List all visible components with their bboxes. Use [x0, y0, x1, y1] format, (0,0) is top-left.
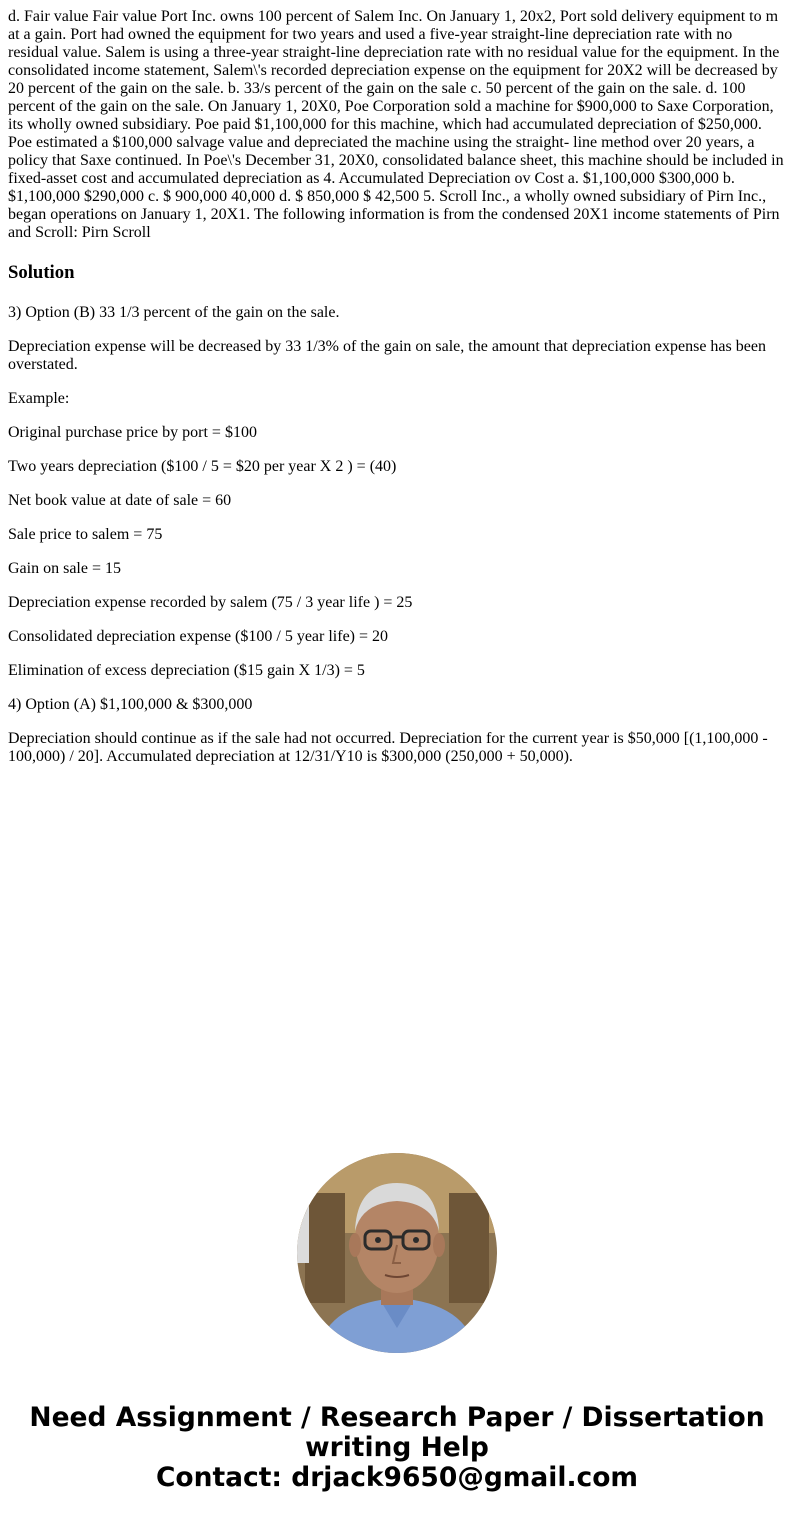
solution-explanation-4: Depreciation should continue as if the sale had not occurred. Depreciation for the current year is $50,000 [(1,100,000 - 100,000) / 20]. Accumulated depreciation at 12/31/Y10 is $300,000 (250,000 + 50,000). [8, 730, 768, 765]
solution-line-depreciation-salem: Depreciation expense recorded by salem (75 / 3 year life ) = 25 [8, 594, 413, 611]
solution-heading: Solution [8, 262, 75, 283]
question-text: d. Fair value Fair value Port Inc. owns 100 percent of Salem Inc. On January 1, 20x2, Port sold delivery equipment to m at a gain. Port had owned the equipment for two years and used a five-year straight-line depreciation rate with no residual value. Salem is using a three-year straight-line depreciation rate with no residual value for the equipment. In the consolidated income statement, Salem\'s recorded depreciation expense on the equipment for 20X2 will be decreased by 20 percent of the gain on the sale. b. 33/s percent of the gain on the sale c. 50 percent of the gain on the sale. d. 100 percent of the gain on the sale. On January 1, 20X0, Poe Corporation sold a machine for $900,000 to Saxe Corporation, its wholly owned subsidiary. Poe paid $1,100,000 for this machine, which had accumulated depreciation of $250,000. Poe estimated a $100,000 salvage value and depreciated the machine using the straight- line method over 20 years, a policy that Saxe continued. In Poe\'s December 31, 20X0, consolidated balance sheet, this machine should be included in fixed-asset cost and accumulated depreciation as 4. Accumulated Depreciation ov Cost a. $1,100,000 $300,000 b. $1,100,000 $290,000 c. $ 900,000 40,000 d. $ 850,000 $ 42,500 5. Scroll Inc., a wholly owned subsidiary of Pirn Inc., began operations on January 1, 20X1. The following information is from the condensed 20X1 income statements of Pirn and Scroll: Pirn Scroll [8, 8, 784, 241]
promo-contact-line: Contact: drjack9650@gmail.com [155, 1462, 639, 1493]
solution-line-consolidated-depreciation: Consolidated depreciation expense ($100 / 5 year life) = 20 [8, 628, 389, 645]
solution-explanation: Depreciation expense will be decreased by 33 1/3% of the gain on sale, the amount that depreciation expense has been overstated. [8, 338, 766, 373]
solution-answer-3: 3) Option (B) 33 1/3 percent of the gain on the sale. [8, 304, 340, 321]
solution-line-purchase-price: Original purchase price by port = $100 [8, 424, 257, 441]
promo-banner [0, 1403, 794, 1493]
author-avatar [297, 1153, 497, 1353]
author-photo [297, 1153, 497, 1353]
solution-line-two-years-depreciation: Two years depreciation ($100 / 5 = $20 per year X 2 ) = (40) [8, 458, 397, 475]
solution-line-gain-on-sale: Gain on sale = 15 [8, 560, 121, 577]
document-content [8, 8, 786, 766]
solution-line-net-book-value: Net book value at date of sale = 60 [8, 492, 232, 509]
solution-answer-4: 4) Option (A) $1,100,000 & $300,000 [8, 696, 253, 713]
solution-line-sale-price: Sale price to salem = 75 [8, 526, 163, 543]
solution-example-label: Example: [8, 390, 70, 407]
promo-line-2: writing Help [305, 1432, 489, 1463]
promo-line-1: Need Assignment / Research Paper / Dissertation [29, 1402, 765, 1433]
solution-line-elimination: Elimination of excess depreciation ($15 gain X 1/3) = 5 [8, 662, 365, 679]
